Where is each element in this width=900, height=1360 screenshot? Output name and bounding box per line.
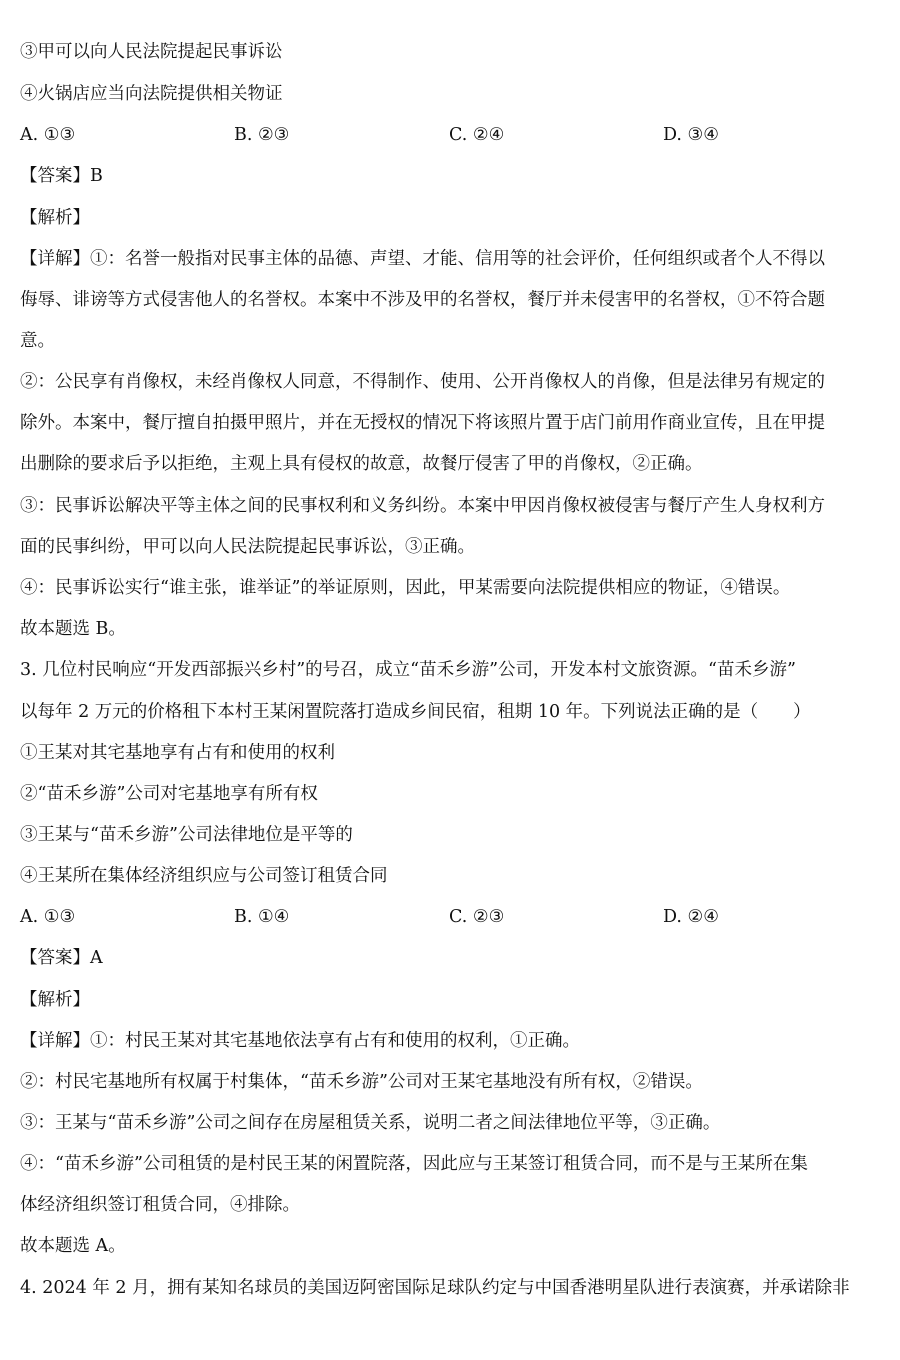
q3-statement-1: ①王某对其宅基地享有占有和使用的权利 (20, 743, 335, 763)
q2-option-d: D. ③④ (663, 125, 719, 145)
q3-statement-3: ③王某与“苗禾乡游”公司法律地位是平等的 (20, 825, 353, 845)
q2-detail-line: 除外。本案中，餐厅擅自拍摄甲照片，并在无授权的情况下将该照片置于店门前用作商业宣传，且在甲提 (20, 413, 825, 433)
q2-detail-line: 【详解】①：名誉一般指对民事主体的品德、声望、才能、信用等的社会评价，任何组织或者个人不得以 (20, 249, 825, 269)
q2-detail-line: ③：民事诉讼解决平等主体之间的民事权利和义务纠纷。本案中甲因肖像权被侵害与餐厅产生人身权利方 (20, 496, 825, 516)
q3-detail-line: ③：王某与“苗禾乡游”公司之间存在房屋租赁关系，说明二者之间法律地位平等，③正确。 (20, 1113, 721, 1133)
q3-stem-line: 以每年 2 万元的价格租下本村王某闲置院落打造成乡间民宿，租期 10 年。下列说法正确的是（ ） (20, 702, 811, 722)
q2-detail-line: ④：民事诉讼实行“谁主张，谁举证”的举证原则，因此，甲某需要向法院提供相应的物证，④错误。 (20, 578, 791, 598)
q3-detail-line: ②：村民宅基地所有权属于村集体，“苗禾乡游”公司对王某宅基地没有所有权，②错误。 (20, 1072, 703, 1092)
q2-detail-line: 侮辱、诽谤等方式侵害他人的名誉权。本案中不涉及甲的名誉权，餐厅并未侵害甲的名誉权，①不符合题 (20, 290, 825, 310)
q2-detail-line: 意。 (20, 331, 55, 351)
q3-option-c: C. ②③ (449, 907, 505, 927)
q2-options (20, 123, 880, 147)
q2-answer: 【答案】B (20, 166, 103, 186)
q2-option-a: A. ①③ (20, 125, 76, 145)
q3-option-b: B. ①④ (234, 907, 290, 927)
q3-answer: 【答案】A (20, 948, 103, 968)
q3-stem-line: 3. 几位村民响应“开发西部振兴乡村”的号召，成立“苗禾乡游”公司，开发本村文旅资源。“苗禾乡游” (20, 660, 796, 680)
q3-option-d: D. ②④ (663, 907, 719, 927)
q2-option-b: B. ②③ (234, 125, 290, 145)
q3-analysis-label: 【解析】 (20, 990, 90, 1010)
q3-statement-4: ④王某所在集体经济组织应与公司签订租赁合同 (20, 866, 388, 886)
q3-option-a: A. ①③ (20, 907, 76, 927)
q3-detail-line: ④：“苗禾乡游”公司租赁的是村民王某的闲置院落，因此应与王某签订租赁合同，而不是与王某所在集 (20, 1154, 808, 1174)
q3-detail-line: 体经济组织签订租赁合同，④排除。 (20, 1195, 300, 1215)
q2-statement-4: ④火锅店应当向法院提供相关物证 (20, 84, 283, 104)
q3-statement-2: ②“苗禾乡游”公司对宅基地享有所有权 (20, 784, 318, 804)
q2-detail-line: ②：公民享有肖像权，未经肖像权人同意，不得制作、使用、公开肖像权人的肖像，但是法律另有规定的 (20, 372, 825, 392)
q2-detail-line: 面的民事纠纷，甲可以向人民法院提起民事诉讼，③正确。 (20, 537, 475, 557)
q3-options (20, 905, 880, 929)
q3-conclusion: 故本题选 A。 (20, 1236, 126, 1256)
q3-detail-line: 【详解】①：村民王某对其宅基地依法享有占有和使用的权利，①正确。 (20, 1031, 580, 1051)
q4-stem-line: 4. 2024 年 2 月，拥有某知名球员的美国迈阿密国际足球队约定与中国香港明星队进行表演赛，并承诺除非 (20, 1278, 850, 1298)
q2-option-c: C. ②④ (449, 125, 505, 145)
q2-detail-line: 出删除的要求后予以拒绝，主观上具有侵权的故意，故餐厅侵害了甲的肖像权，②正确。 (20, 454, 703, 474)
q2-conclusion: 故本题选 B。 (20, 619, 126, 639)
q2-analysis-label: 【解析】 (20, 208, 90, 228)
q2-statement-3: ③甲可以向人民法院提起民事诉讼 (20, 42, 283, 62)
